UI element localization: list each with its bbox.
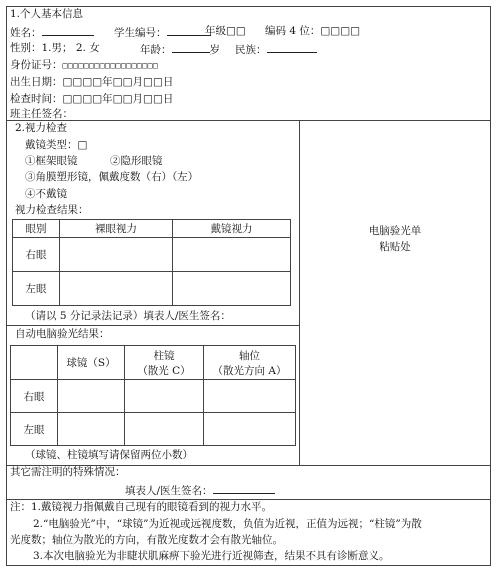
vision-left-corrected-cell[interactable] [173,272,291,306]
glasses-option-none[interactable]: ④不戴镜 [25,188,67,200]
autoref-right-axis-cell[interactable] [204,380,296,413]
ethnicity-label: 民族： [235,44,267,56]
dob-label: 出生日期： [10,76,63,88]
autoref-note: （球镜、柱镜填写请保留两位小数） [25,449,193,461]
exam-date-field[interactable] [10,93,173,106]
vision-right-naked-cell[interactable] [60,238,173,272]
vision-row-right: 右眼 [13,238,60,272]
name-field[interactable] [10,25,94,40]
autoref-header-sphere: 球镜（S） [58,346,125,380]
age-unit: 岁 [209,44,220,56]
id-number-label: 身份证号： [10,59,63,71]
special-conditions-label: 其它需注明的特殊情况： [10,466,126,478]
teacher-signature-field[interactable]: 班主任签名： [10,108,73,120]
glasses-type-field[interactable]: 戴镜类型：□ [25,139,88,151]
divider-paste-area [299,120,300,466]
ethnicity-field[interactable] [235,42,317,57]
student-id-input-line[interactable] [167,25,211,36]
gender-field[interactable]: 性别：1.男； 2. 女 [10,42,100,54]
code-field[interactable]: 编码 4 位：□□□□ [265,25,361,37]
autoref-header-cylinder-2: （散光 C） [137,364,191,377]
special-signature-label: 填表人/医生签名： [125,485,213,497]
id-number-field[interactable] [10,59,158,72]
divider-basic [7,120,490,121]
note-3: 3.本次电脑验光为非睫状肌麻痹下验光进行近视筛查，结果不具有诊断意义。 [33,550,390,562]
autoref-left-axis-cell[interactable] [204,413,296,446]
age-input-line[interactable] [172,42,210,53]
autoref-right-cylinder-cell[interactable] [125,380,204,413]
autoref-title: 自动电脑验光结果： [15,328,110,340]
dob-boxes[interactable]: □□□□年□□月□□日 [62,76,174,88]
glasses-option-frame[interactable]: ①框架眼镜 [25,155,78,167]
note-1: 注：1.戴镜视力指佩戴自己现有的眼镜看到的视力水平。 [10,501,273,513]
vision-header-eye: 眼别 [13,220,60,238]
age-field[interactable] [140,42,220,57]
name-input-line[interactable] [42,25,94,36]
grade-field[interactable]: 年级□□ [205,25,246,37]
vision-results-label: 视力检查结果： [15,204,89,216]
glasses-option-ortho-k[interactable]: ③角膜塑形镜，佩戴度数（右）（左） [25,171,199,183]
note-2b: 光度数；轴位为散光的方向，有散光度数才会有散光轴位。 [10,534,283,546]
autoref-left-sphere-cell[interactable] [58,413,125,446]
autoref-header-eye [11,346,58,380]
vision-right-corrected-cell[interactable] [173,238,291,272]
vision-header-corrected: 戴镜视力 [173,220,291,238]
age-label: 年龄： [140,44,172,56]
autoref-header-axis-1: 轴位 [239,349,260,362]
vision-header-naked: 裸眼视力 [60,220,173,238]
ethnicity-input-line[interactable] [267,42,317,53]
basic-info-title: 1.个人基本信息 [10,8,84,20]
dob-field[interactable] [10,76,173,89]
glasses-option-contact[interactable]: ②隐形眼镜 [110,155,163,167]
autoref-header-axis-2: （散光方向 A） [212,364,287,377]
vision-table [12,219,291,306]
special-signature-line[interactable] [213,483,275,494]
autoref-table [10,345,296,446]
autoref-left-cylinder-cell[interactable] [125,413,204,446]
paste-area-line1: 电脑验光单 [368,225,422,237]
vision-left-naked-cell[interactable] [60,272,173,306]
note-2a: 2.“电脑验光”中，“球镜”为近视或远视度数，负值为近视，正值为远视；“柱镜”为散 [33,518,422,530]
autoref-row-left: 左眼 [11,413,58,446]
paste-area-line2: 粘贴处 [379,241,411,253]
vision-row-left: 左眼 [13,272,60,306]
autoref-header-cylinder-1: 柱镜 [153,349,175,362]
autoref-right-sphere-cell[interactable] [58,380,125,413]
divider-notes [7,499,490,500]
autoref-header-cylinder [125,346,204,380]
vision-note-signature[interactable]: （请以 5 分记录法记录）填表人/医生签名： [25,310,231,322]
student-health-form [6,6,491,566]
vision-title: 2.视力检查 [15,122,68,134]
student-id-field[interactable] [114,25,211,40]
exam-date-label: 检查时间： [10,93,63,105]
special-signature-field[interactable] [125,483,275,498]
name-label: 姓名： [10,27,42,39]
id-number-boxes[interactable]: □□□□□□□□□□□□□□□□□□ [62,61,159,70]
exam-date-boxes[interactable]: □□□□年□□月□□日 [62,93,174,105]
student-id-label: 学生编号： [114,27,167,39]
autoref-row-right: 右眼 [11,380,58,413]
divider-autoref [7,325,299,326]
autoref-header-axis [204,346,296,380]
